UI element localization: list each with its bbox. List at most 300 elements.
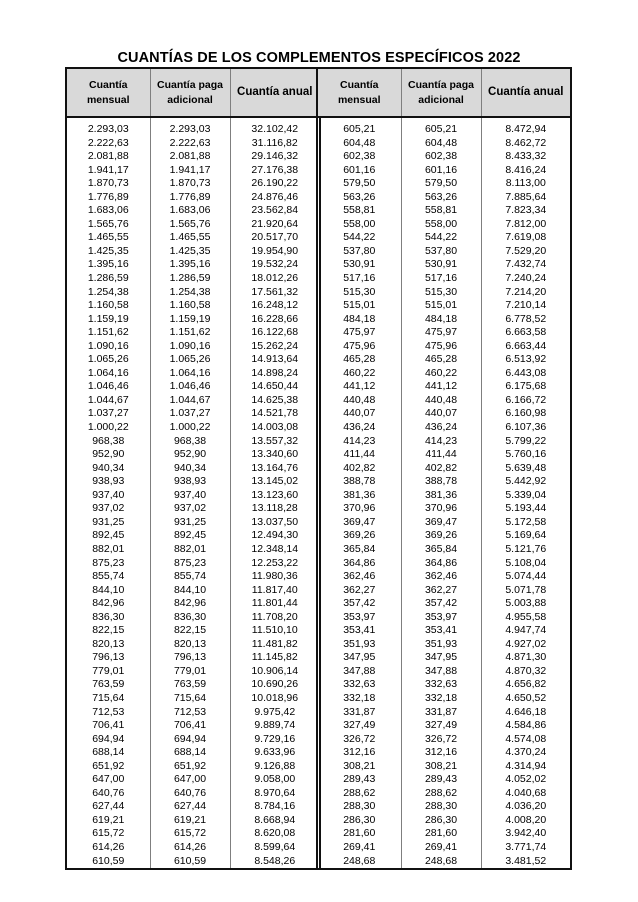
table-row [66,435,320,449]
cuantia-mensual-cell: 604,48 [317,137,401,151]
cuantia-anual-cell: 6.160,98 [481,407,571,421]
cuantia-mensual-cell: 882,01 [66,543,150,557]
table-row [66,597,320,611]
table-row [66,855,320,870]
table-row [317,841,571,855]
cuantia-paga-adicional-cell: 402,82 [401,462,481,476]
cuantia-anual-cell: 5.193,44 [481,502,571,516]
table-row [317,313,571,327]
cuantia-paga-adicional-cell: 281,60 [401,827,481,841]
table-row [66,204,320,218]
cuantia-paga-adicional-cell: 327,49 [401,719,481,733]
cuantia-anual-cell: 9.975,42 [230,706,320,720]
cuantia-paga-adicional-cell: 475,97 [401,326,481,340]
cuantia-anual-cell: 13.145,02 [230,475,320,489]
cuantia-mensual-cell: 2.293,03 [66,123,150,137]
table-row [317,692,571,706]
cuantia-mensual-cell: 269,41 [317,841,401,855]
cuantia-anual-cell: 11.708,20 [230,611,320,625]
table-row [66,326,320,340]
cuantia-anual-cell: 4.955,58 [481,611,571,625]
cuantia-mensual-cell: 484,18 [317,313,401,327]
cuantia-paga-adicional-cell: 289,43 [401,773,481,787]
table-row [66,421,320,435]
table-row [66,367,320,381]
table-row [66,746,320,760]
cuantia-paga-adicional-cell: 440,07 [401,407,481,421]
cuantia-paga-adicional-cell: 411,44 [401,448,481,462]
cuantia-paga-adicional-cell: 937,02 [150,502,230,516]
cuantia-paga-adicional-cell: 651,92 [150,760,230,774]
cuantia-paga-adicional-cell: 332,18 [401,692,481,706]
cuantia-anual-cell: 5.071,78 [481,584,571,598]
cuantia-anual-cell: 8.433,32 [481,150,571,164]
cuantia-anual-cell: 13.123,60 [230,489,320,503]
cuantia-paga-adicional-cell: 414,23 [401,435,481,449]
table-row [66,624,320,638]
table-row [317,706,571,720]
table-body-left [66,117,320,869]
cuantia-anual-cell: 14.913,64 [230,353,320,367]
table-row [66,272,320,286]
table-row [66,692,320,706]
cuantia-mensual-cell: 370,96 [317,502,401,516]
table-row [317,651,571,665]
table-row [317,435,571,449]
cuantia-mensual-cell: 460,22 [317,367,401,381]
cuantia-paga-adicional-cell: 353,97 [401,611,481,625]
table-row [66,137,320,151]
table-row [66,516,320,530]
cuantia-mensual-cell: 940,34 [66,462,150,476]
table-row [66,827,320,841]
cuantia-mensual-cell: 875,23 [66,557,150,571]
cuantia-paga-adicional-cell: 842,96 [150,597,230,611]
cuantia-mensual-cell: 579,50 [317,177,401,191]
cuantia-anual-cell: 5.121,76 [481,543,571,557]
table-row [66,218,320,232]
cuantia-anual-cell: 12.253,22 [230,557,320,571]
cuantia-anual-cell: 11.481,82 [230,638,320,652]
cuantia-paga-adicional-cell: 601,16 [401,164,481,178]
table-row [317,827,571,841]
cuantia-anual-cell: 8.599,64 [230,841,320,855]
cuantia-mensual-cell: 347,95 [317,651,401,665]
cuantia-paga-adicional-cell: 855,74 [150,570,230,584]
cuantia-mensual-cell: 712,53 [66,706,150,720]
cuantia-mensual-cell: 820,13 [66,638,150,652]
cuantia-mensual-cell: 381,36 [317,489,401,503]
table-row [317,800,571,814]
cuantia-anual-cell: 9.126,88 [230,760,320,774]
cuantia-paga-adicional-cell: 475,96 [401,340,481,354]
cuantia-paga-adicional-cell: 937,40 [150,489,230,503]
cuantia-mensual-cell: 347,88 [317,665,401,679]
cuantia-mensual-cell: 2.081,88 [66,150,150,164]
cuantia-anual-cell: 32.102,42 [230,123,320,137]
cuantia-anual-cell: 6.443,08 [481,367,571,381]
cuantia-paga-adicional-cell: 968,38 [150,435,230,449]
cuantia-paga-adicional-cell: 353,41 [401,624,481,638]
cuantia-paga-adicional-cell: 615,72 [150,827,230,841]
header-cuantia-paga-adicional: Cuantía paga adicional [401,68,481,117]
cuantia-mensual-cell: 842,96 [66,597,150,611]
table-row [317,353,571,367]
cuantia-mensual-cell: 308,21 [317,760,401,774]
cuantia-anual-cell: 6.778,52 [481,313,571,327]
cuantia-paga-adicional-cell: 1.044,67 [150,394,230,408]
cuantia-paga-adicional-cell: 326,72 [401,733,481,747]
cuantia-mensual-cell: 605,21 [317,123,401,137]
cuantia-anual-cell: 4.008,20 [481,814,571,828]
cuantia-paga-adicional-cell: 938,93 [150,475,230,489]
table-row [317,137,571,151]
cuantia-paga-adicional-cell: 763,59 [150,678,230,692]
cuantia-anual-cell: 6.513,92 [481,353,571,367]
table-row [66,557,320,571]
cuantia-anual-cell: 5.760,16 [481,448,571,462]
cuantia-anual-cell: 7.214,20 [481,286,571,300]
header-cuantia-mensual: Cuantía mensual [66,68,150,117]
cuantia-mensual-cell: 1.465,55 [66,231,150,245]
cuantia-paga-adicional-cell: 308,21 [401,760,481,774]
cuantia-paga-adicional-cell: 269,41 [401,841,481,855]
table-row [317,462,571,476]
cuantia-paga-adicional-cell: 388,78 [401,475,481,489]
cuantia-anual-cell: 6.166,72 [481,394,571,408]
table-row [317,529,571,543]
cuantia-anual-cell: 10.906,14 [230,665,320,679]
cuantia-anual-cell: 5.339,04 [481,489,571,503]
cuantia-paga-adicional-cell: 1.065,26 [150,353,230,367]
cuantia-mensual-cell: 362,46 [317,570,401,584]
table-row [317,218,571,232]
cuantia-paga-adicional-cell: 1.151,62 [150,326,230,340]
cuantia-paga-adicional-cell: 351,93 [401,638,481,652]
cuantia-paga-adicional-cell: 1.000,22 [150,421,230,435]
table-row [66,502,320,516]
cuantia-mensual-cell: 1.941,17 [66,164,150,178]
cuantia-anual-cell: 6.107,36 [481,421,571,435]
cuantia-paga-adicional-cell: 441,12 [401,380,481,394]
cuantia-paga-adicional-cell: 647,00 [150,773,230,787]
cuantia-mensual-cell: 627,44 [66,800,150,814]
cuantia-anual-cell: 13.164,76 [230,462,320,476]
cuantia-paga-adicional-cell: 1.160,58 [150,299,230,313]
cuantia-anual-cell: 8.416,24 [481,164,571,178]
cuantia-anual-cell: 8.784,16 [230,800,320,814]
cuantia-anual-cell: 11.145,82 [230,651,320,665]
table-row [317,719,571,733]
cuantia-mensual-cell: 952,90 [66,448,150,462]
cuantia-mensual-cell: 369,26 [317,529,401,543]
cuantia-anual-cell: 4.052,02 [481,773,571,787]
cuantia-anual-cell: 5.169,64 [481,529,571,543]
cuantia-anual-cell: 7.240,24 [481,272,571,286]
cuantia-mensual-cell: 517,16 [317,272,401,286]
cuantia-anual-cell: 4.650,52 [481,692,571,706]
cuantia-anual-cell: 23.562,84 [230,204,320,218]
cuantia-mensual-cell: 1.046,46 [66,380,150,394]
cuantia-paga-adicional-cell: 1.090,16 [150,340,230,354]
cuantia-anual-cell: 9.889,74 [230,719,320,733]
cuantia-anual-cell: 4.646,18 [481,706,571,720]
cuantia-mensual-cell: 558,00 [317,218,401,232]
cuantia-anual-cell: 4.870,32 [481,665,571,679]
cuantia-paga-adicional-cell: 1.941,17 [150,164,230,178]
table-row [66,150,320,164]
cuantia-paga-adicional-cell: 844,10 [150,584,230,598]
cuantia-paga-adicional-cell: 288,62 [401,787,481,801]
cuantia-mensual-cell: 931,25 [66,516,150,530]
table-row [66,543,320,557]
cuantia-mensual-cell: 1.870,73 [66,177,150,191]
cuantia-mensual-cell: 440,48 [317,394,401,408]
cuantia-anual-cell: 5.108,04 [481,557,571,571]
table-row [317,543,571,557]
table-row [66,340,320,354]
cuantia-anual-cell: 3.942,40 [481,827,571,841]
cuantia-mensual-cell: 281,60 [317,827,401,841]
table-row [317,638,571,652]
cuantia-paga-adicional-cell: 312,16 [401,746,481,760]
table-row [66,258,320,272]
table-row [317,245,571,259]
cuantia-anual-cell: 8.472,94 [481,123,571,137]
cuantia-mensual-cell: 362,27 [317,584,401,598]
cuantia-anual-cell: 13.037,50 [230,516,320,530]
cuantia-mensual-cell: 1.000,22 [66,421,150,435]
cuantia-anual-cell: 12.494,30 [230,529,320,543]
cuantia-anual-cell: 11.510,10 [230,624,320,638]
cuantia-mensual-cell: 312,16 [317,746,401,760]
cuantia-paga-adicional-cell: 602,38 [401,150,481,164]
cuantia-anual-cell: 5.799,22 [481,435,571,449]
cuantia-paga-adicional-cell: 544,22 [401,231,481,245]
cuantia-mensual-cell: 763,59 [66,678,150,692]
cuantia-paga-adicional-cell: 515,01 [401,299,481,313]
cuantia-paga-adicional-cell: 1.037,27 [150,407,230,421]
table-row [66,448,320,462]
cuantia-paga-adicional-cell: 362,46 [401,570,481,584]
table-row [317,380,571,394]
cuantia-anual-cell: 19.532,24 [230,258,320,272]
cuantia-anual-cell: 4.314,94 [481,760,571,774]
cuantia-mensual-cell: 651,92 [66,760,150,774]
cuantia-anual-cell: 4.370,24 [481,746,571,760]
table-row [317,611,571,625]
table-row [66,475,320,489]
cuantia-mensual-cell: 822,15 [66,624,150,638]
cuantia-anual-cell: 4.927,02 [481,638,571,652]
cuantia-mensual-cell: 1.064,16 [66,367,150,381]
cuantia-anual-cell: 9.058,00 [230,773,320,787]
cuantia-paga-adicional-cell: 1.254,38 [150,286,230,300]
cuantia-mensual-cell: 1.425,35 [66,245,150,259]
cuantia-paga-adicional-cell: 952,90 [150,448,230,462]
cuantia-mensual-cell: 441,12 [317,380,401,394]
cuantia-mensual-cell: 440,07 [317,407,401,421]
cuantia-anual-cell: 8.113,00 [481,177,571,191]
cuantia-paga-adicional-cell: 1.286,59 [150,272,230,286]
table-row [317,746,571,760]
cuantia-mensual-cell: 602,38 [317,150,401,164]
table-row [317,421,571,435]
table-row [66,773,320,787]
cuantia-mensual-cell: 1.683,06 [66,204,150,218]
table-row [317,340,571,354]
cuantia-anual-cell: 3.771,74 [481,841,571,855]
table-row [66,841,320,855]
table-row [317,557,571,571]
table-row [317,678,571,692]
table-row [66,570,320,584]
cuantia-anual-cell: 8.548,26 [230,855,320,870]
cuantia-mensual-cell: 1.565,76 [66,218,150,232]
cuantia-anual-cell: 8.620,08 [230,827,320,841]
table-row [317,475,571,489]
table-row [66,800,320,814]
table-row [66,638,320,652]
table-row [66,394,320,408]
table-row [66,706,320,720]
cuantia-paga-adicional-cell: 1.565,76 [150,218,230,232]
cuantia-mensual-cell: 1.159,19 [66,313,150,327]
table-row [66,380,320,394]
cuantia-anual-cell: 4.036,20 [481,800,571,814]
cuantia-paga-adicional-cell: 640,76 [150,787,230,801]
cuantia-anual-cell: 7.432,74 [481,258,571,272]
table-row [317,624,571,638]
table-row [317,448,571,462]
cuantia-paga-adicional-cell: 465,28 [401,353,481,367]
cuantia-anual-cell: 3.481,52 [481,855,571,870]
cuantia-mensual-cell: 619,21 [66,814,150,828]
cuantia-anual-cell: 12.348,14 [230,543,320,557]
table-row [66,665,320,679]
cuantia-anual-cell: 4.871,30 [481,651,571,665]
cuantia-paga-adicional-cell: 779,01 [150,665,230,679]
cuantia-paga-adicional-cell: 436,24 [401,421,481,435]
cuantia-anual-cell: 29.146,32 [230,150,320,164]
cuantia-anual-cell: 7.529,20 [481,245,571,259]
cuantia-anual-cell: 14.003,08 [230,421,320,435]
cuantia-paga-adicional-cell: 440,48 [401,394,481,408]
cuantia-paga-adicional-cell: 892,45 [150,529,230,543]
table-row [66,299,320,313]
cuantia-anual-cell: 8.462,72 [481,137,571,151]
cuantia-mensual-cell: 331,87 [317,706,401,720]
cuantia-anual-cell: 5.442,92 [481,475,571,489]
cuantia-mensual-cell: 1.065,26 [66,353,150,367]
table-row [317,326,571,340]
table-row [66,177,320,191]
table-row [317,489,571,503]
cuantia-anual-cell: 16.248,12 [230,299,320,313]
cuantia-paga-adicional-cell: 610,59 [150,855,230,870]
cuantia-mensual-cell: 288,62 [317,787,401,801]
table-row [66,733,320,747]
cuantia-paga-adicional-cell: 1.064,16 [150,367,230,381]
cuantia-paga-adicional-cell: 517,16 [401,272,481,286]
cuantia-paga-adicional-cell: 836,30 [150,611,230,625]
cuantia-mensual-cell: 558,81 [317,204,401,218]
cuantia-paga-adicional-cell: 940,34 [150,462,230,476]
cuantia-paga-adicional-cell: 2.222,63 [150,137,230,151]
cuantia-paga-adicional-cell: 537,80 [401,245,481,259]
table-row [66,611,320,625]
table-row [317,177,571,191]
table-row [317,204,571,218]
cuantia-paga-adicional-cell: 558,81 [401,204,481,218]
cuantia-mensual-cell: 647,00 [66,773,150,787]
cuantia-mensual-cell: 465,28 [317,353,401,367]
table-row [317,123,571,137]
cuantia-mensual-cell: 1.286,59 [66,272,150,286]
table-row [317,407,571,421]
table-row [317,299,571,313]
cuantia-paga-adicional-cell: 715,64 [150,692,230,706]
cuantia-anual-cell: 27.176,38 [230,164,320,178]
cuantia-anual-cell: 14.898,24 [230,367,320,381]
cuantia-mensual-cell: 779,01 [66,665,150,679]
table-row [66,231,320,245]
cuantia-paga-adicional-cell: 1.159,19 [150,313,230,327]
cuantia-anual-cell: 9.729,16 [230,733,320,747]
cuantia-anual-cell: 5.639,48 [481,462,571,476]
table-row [66,651,320,665]
table-row [317,773,571,787]
table-row [317,814,571,828]
cuantia-paga-adicional-cell: 381,36 [401,489,481,503]
cuantia-anual-cell: 20.517,70 [230,231,320,245]
table-row [66,353,320,367]
cuantia-mensual-cell: 537,80 [317,245,401,259]
table-row [317,570,571,584]
table-row [317,286,571,300]
cuantia-mensual-cell: 475,96 [317,340,401,354]
cuantia-anual-cell: 18.012,26 [230,272,320,286]
cuantia-paga-adicional-cell: 460,22 [401,367,481,381]
cuantia-anual-cell: 14.625,38 [230,394,320,408]
cuantia-paga-adicional-cell: 364,86 [401,557,481,571]
table-row [66,123,320,137]
cuantia-paga-adicional-cell: 1.046,46 [150,380,230,394]
cuantia-anual-cell: 13.118,28 [230,502,320,516]
cuantia-anual-cell: 13.557,32 [230,435,320,449]
cuantia-mensual-cell: 544,22 [317,231,401,245]
cuantia-mensual-cell: 1.037,27 [66,407,150,421]
table-row [317,855,571,870]
cuantia-paga-adicional-cell: 706,41 [150,719,230,733]
cuantia-paga-adicional-cell: 347,95 [401,651,481,665]
cuantia-paga-adicional-cell: 369,47 [401,516,481,530]
cuantia-mensual-cell: 248,68 [317,855,401,870]
cuantia-paga-adicional-cell: 882,01 [150,543,230,557]
cuantia-anual-cell: 13.340,60 [230,448,320,462]
table-body-right [317,117,571,869]
table-row [317,150,571,164]
cuantia-paga-adicional-cell: 619,21 [150,814,230,828]
table-row [66,286,320,300]
cuantia-paga-adicional-cell: 1.870,73 [150,177,230,191]
cuantia-mensual-cell: 855,74 [66,570,150,584]
table-row [317,787,571,801]
cuantia-mensual-cell: 353,97 [317,611,401,625]
cuantia-paga-adicional-cell: 332,63 [401,678,481,692]
table-row [66,760,320,774]
cuantia-anual-cell: 8.668,94 [230,814,320,828]
